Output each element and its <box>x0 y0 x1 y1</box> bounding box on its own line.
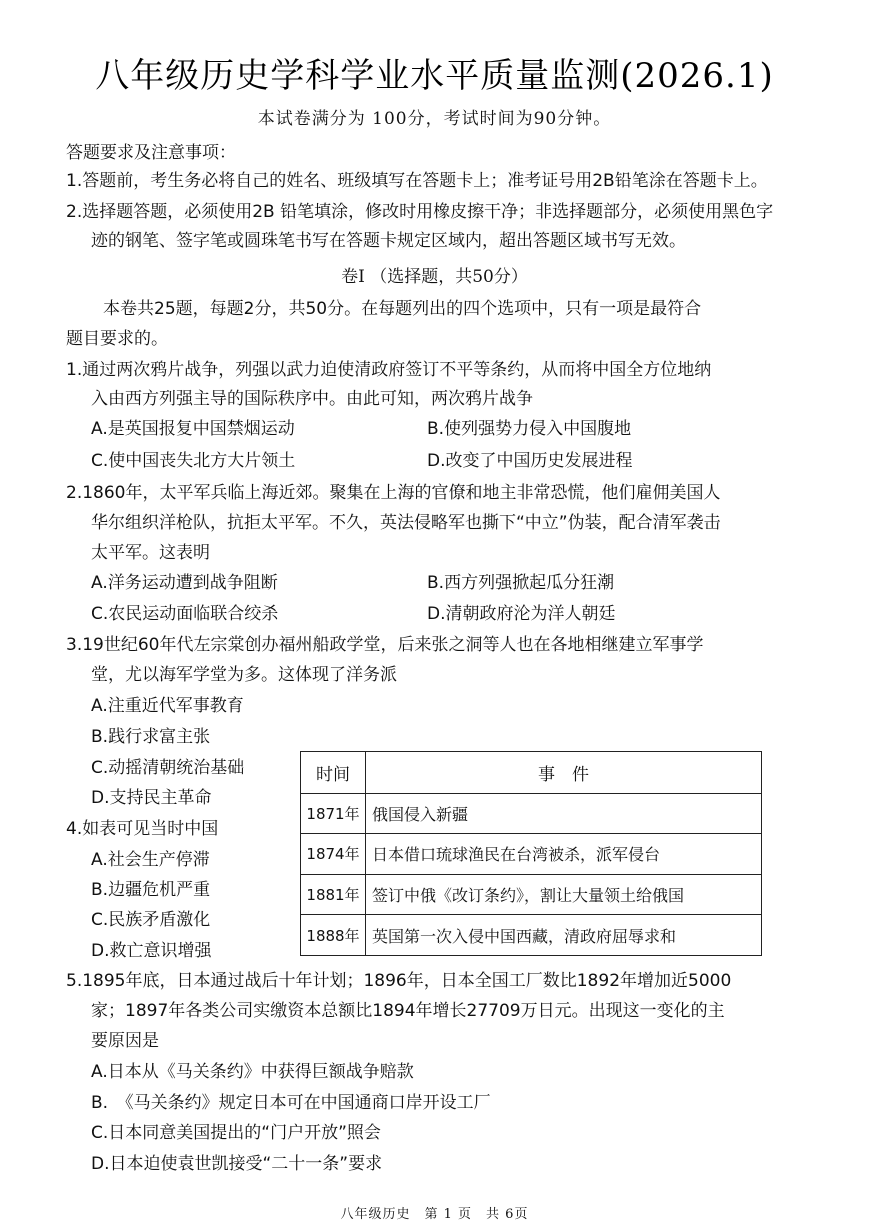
question-2-option-b: B.西方列强掀起瓜分狂潮 <box>427 573 615 593</box>
table-row <box>301 834 762 875</box>
instruction-item-1: 1.答题前，考生务必将自己的姓名、班级填写在答题卡上；准考证号用2B铅笔涂在答题卡上。 <box>66 171 768 191</box>
question-1-option-d: D.改变了中国历史发展进程 <box>427 451 633 471</box>
question-2-stem-line-2: 华尔组织洋枪队，抗拒太平军。不久，英法侵略军也撕下“中立”伪装，配合清军袭击 <box>91 513 721 533</box>
question-4-stem: 4.如表可见当时中国 <box>66 819 219 839</box>
instruction-item-2-line-1: 2.选择题答题，必须使用2B 铅笔填涂，修改时用橡皮擦干净；非选择题部分，必须使用黑色字 <box>66 202 774 222</box>
table-cell-year: 1874年 <box>301 834 366 875</box>
question-1-option-c: C.使中国丧失北方大片领土 <box>91 451 296 471</box>
question-4-events-table <box>300 751 762 956</box>
question-1-option-b: B.使列强势力侵入中国腹地 <box>427 419 632 439</box>
question-1-stem-line-2: 入由西方列强主导的国际秩序中。由此可知，两次鸦片战争 <box>91 389 533 409</box>
question-4-option-d: D.救亡意识增强 <box>91 941 212 961</box>
exam-title: 八年级历史学科学业水平质量监测(2026.1) <box>95 56 774 96</box>
question-5-option-a: A.日本从《马关条约》中获得巨额战争赔款 <box>91 1062 414 1082</box>
question-2-option-d: D.清朝政府沦为洋人朝廷 <box>427 604 616 624</box>
table-cell-event: 俄国侵入新疆 <box>366 793 762 834</box>
question-2-stem-line-1: 2.1860年，太平军兵临上海近郊。聚集在上海的官僚和地主非常恐慌，他们雇佣美国人 <box>66 483 721 503</box>
table-cell-event: 日本借口琉球渔民在台湾被杀，派军侵台 <box>366 834 762 875</box>
question-5-option-b: B. 《马关条约》规定日本可在中国通商口岸开设工厂 <box>91 1093 491 1113</box>
question-5-stem-line-3: 要原因是 <box>91 1031 159 1051</box>
question-4-option-b: B.边疆危机严重 <box>91 880 211 900</box>
table-row <box>301 793 762 834</box>
question-4-option-a: A.社会生产停滞 <box>91 850 210 870</box>
question-2-stem-line-3: 太平军。这表明 <box>91 543 210 563</box>
question-5-stem-line-1: 5.1895年底，日本通过战后十年计划；1896年，日本全国工厂数比1892年增加近5000 <box>66 971 732 991</box>
question-4-option-c: C.民族矛盾激化 <box>91 910 211 930</box>
table-cell-year: 1888年 <box>301 915 366 956</box>
exam-subtitle: 本试卷满分为 100分，考试时间为90分钟。 <box>257 109 612 129</box>
question-3-stem-line-2: 堂，尤以海军学堂为多。这体现了洋务派 <box>91 665 397 685</box>
section-intro-line-1: 本卷共25题，每题2分，共50分。在每题列出的四个选项中，只有一项是最符合 <box>103 299 702 319</box>
instructions-heading: 答题要求及注意事项： <box>66 143 236 163</box>
table-row <box>301 915 762 956</box>
question-3-option-a: A.注重近代军事教育 <box>91 696 244 716</box>
question-5-option-c: C.日本同意美国提出的“门户开放”照会 <box>91 1123 381 1143</box>
table-header-time: 时间 <box>301 752 366 794</box>
question-5-stem-line-2: 家；1897年各类公司实缴资本总额比1894年增长27709万日元。出现这一变化的主 <box>91 1001 725 1021</box>
question-3-stem-line-1: 3.19世纪60年代左宗棠创办福州船政学堂，后来张之洞等人也在各地相继建立军事学 <box>66 635 704 655</box>
question-3-option-b: B.践行求富主张 <box>91 727 211 747</box>
question-3-option-c: C.动摇清朝统治基础 <box>91 758 245 778</box>
table-header-row <box>301 752 762 794</box>
page-footer: 八年级历史 第 1 页 共 6页 <box>340 1207 529 1222</box>
table-header-event: 事 件 <box>366 752 762 794</box>
table-cell-event: 签订中俄《改订条约》，割让大量领土给俄国 <box>366 874 762 915</box>
question-5-option-d: D.日本迫使袁世凯接受“二十一条”要求 <box>91 1154 383 1174</box>
table-cell-event: 英国第一次入侵中国西藏，清政府屈辱求和 <box>366 915 762 956</box>
question-2-option-a: A.洋务运动遭到战争阻断 <box>91 573 278 593</box>
section-intro-line-2: 题目要求的。 <box>66 329 168 349</box>
instruction-item-2-line-2: 迹的钢笔、签字笔或圆珠笔书写在答题卡规定区域内，超出答题区域书写无效。 <box>91 231 686 251</box>
table-cell-year: 1871年 <box>301 793 366 834</box>
question-1-stem-line-1: 1.通过两次鸦片战争，列强以武力迫使清政府签订不平等条约，从而将中国全方位地纳 <box>66 360 712 380</box>
table-cell-year: 1881年 <box>301 874 366 915</box>
question-3-option-d: D.支持民主革命 <box>91 788 212 808</box>
section-title: 卷Ⅰ （选择题，共50分） <box>341 267 528 287</box>
question-1-option-a: A.是英国报复中国禁烟运动 <box>91 419 295 439</box>
question-2-option-c: C.农民运动面临联合绞杀 <box>91 604 279 624</box>
table-row <box>301 874 762 915</box>
